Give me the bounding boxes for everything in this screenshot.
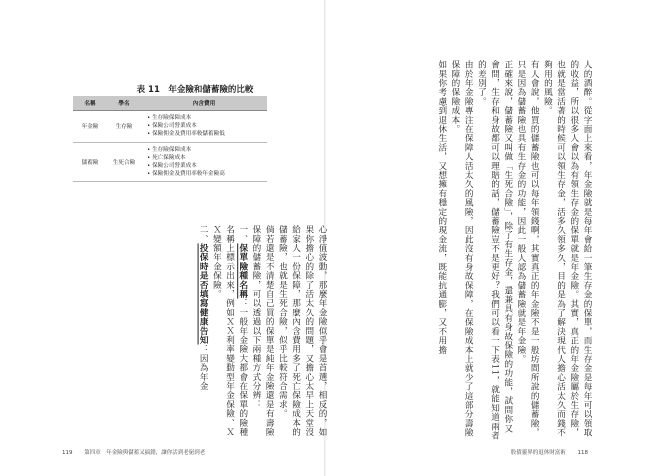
- left-page-number: 119: [62, 450, 73, 456]
- emphasis-term: 投保時是否填寫健康告知: [198, 243, 209, 345]
- paragraph: 倘若還是不清楚自己買的保單是純年金險還是有壽險保障的儲蓄險，可以透過以下兩種方式分辨：: [250, 225, 275, 437]
- right-footer: [511, 448, 588, 456]
- cell-costs: [141, 142, 267, 182]
- cost-item: • 生存險保障成本: [147, 146, 267, 154]
- cell-name: 儲蓄險: [73, 142, 107, 182]
- left-page-text: [108, 225, 328, 443]
- table-row: [73, 142, 267, 182]
- paragraph: 人的酒醉。從字面上來看，年金險就是每年會給一筆生存金的保單，而生存金是每年可以領取的收益，所以很多人會以為有領生存金的保單就是年金險。其實，真正的年金險屬於生存險，也就是當活著的時候可以領生存金，活多久領多久，目的是為了解決現代人擔心活太久而錢不夠用的風險。: [542, 60, 592, 438]
- paragraph: 如果你考慮到退休生活，又想擁有穩定的現金流，既能抗通膨，又不用擔: [436, 60, 447, 355]
- header-category: 學名: [107, 96, 141, 111]
- cell-category: 生死合險: [107, 142, 141, 182]
- paragraph: 心淨值波動，那麼年金險似乎會是首選，相反的，如果你擔心的除了活太久的問題，又擔心太早上天堂沒給家人一份保障，那麼內含費用多了死亡保險成本的儲蓄險，也就是生死合險，似乎比較符合需求。: [277, 225, 327, 437]
- table-header-row: [73, 96, 267, 111]
- paragraph: 二、投保時是否填寫健康告知：因為年金: [198, 225, 209, 391]
- cell-costs: [141, 111, 267, 143]
- table-row: [73, 111, 267, 143]
- right-page-text: [333, 60, 593, 442]
- left-footer: [62, 448, 205, 456]
- left-running-head: 第四章 年金險與儲蓄又搞錯，讓你活到老窮到老: [84, 450, 206, 456]
- header-name: 名稱: [73, 96, 107, 111]
- paragraph: 正確來說，儲蓄險又叫做「生死合險」，除了有生存金，還兼具有身故保險的功能，試問你又會問，生存和身故都可以理賠的話，儲蓄險豈不是更好？我們可以看一下表11，就能知道兩者的差別了。: [476, 60, 513, 441]
- cost-item: • 死亡保險成本: [147, 154, 267, 162]
- cost-item: • 保險佣金及費用率較年金險高: [147, 170, 267, 178]
- cell-name: 年金險: [73, 111, 107, 143]
- right-page-number: 118: [577, 450, 588, 456]
- emphasis-term: 保單險種名稱: [237, 243, 248, 299]
- right-running-head: 股債靈界的退休財富術: [510, 450, 566, 456]
- comparison-table: [73, 96, 267, 182]
- header-costs: 內含費用: [141, 96, 267, 111]
- table-title: 表 11 年金險和儲蓄險的比較: [136, 85, 254, 95]
- paragraph: 由於年金險專注在保障人活太久的風險，因此沒有身故保障，在保險成本上就少了這部分壽險保障的保險成本。: [449, 60, 474, 438]
- paragraph: 一、保單險種名稱：一般年金險大都會在保單的險種名稱上標示出來，例如ＸＸ利率變動型年金保險、ＸＸ變額年金保險。: [211, 225, 248, 437]
- paragraph: 有人會說，他買的儲蓄險也可以每年領錢啊，其實真正的年金險不是一般坊間所說的儲蓄險，只是因為儲蓄險也具有生存金的功能，因此一般人認為儲蓄險就是年金險。: [515, 60, 540, 438]
- cost-item: • 保險佣金及費用率較儲蓄險低: [147, 130, 267, 138]
- cell-category: 生存險: [107, 111, 141, 143]
- cost-item: • 保險公司營業成本: [147, 162, 267, 170]
- cost-item: • 生存險保障成本: [147, 114, 267, 122]
- cost-item: • 保險公司營業成本: [147, 122, 267, 130]
